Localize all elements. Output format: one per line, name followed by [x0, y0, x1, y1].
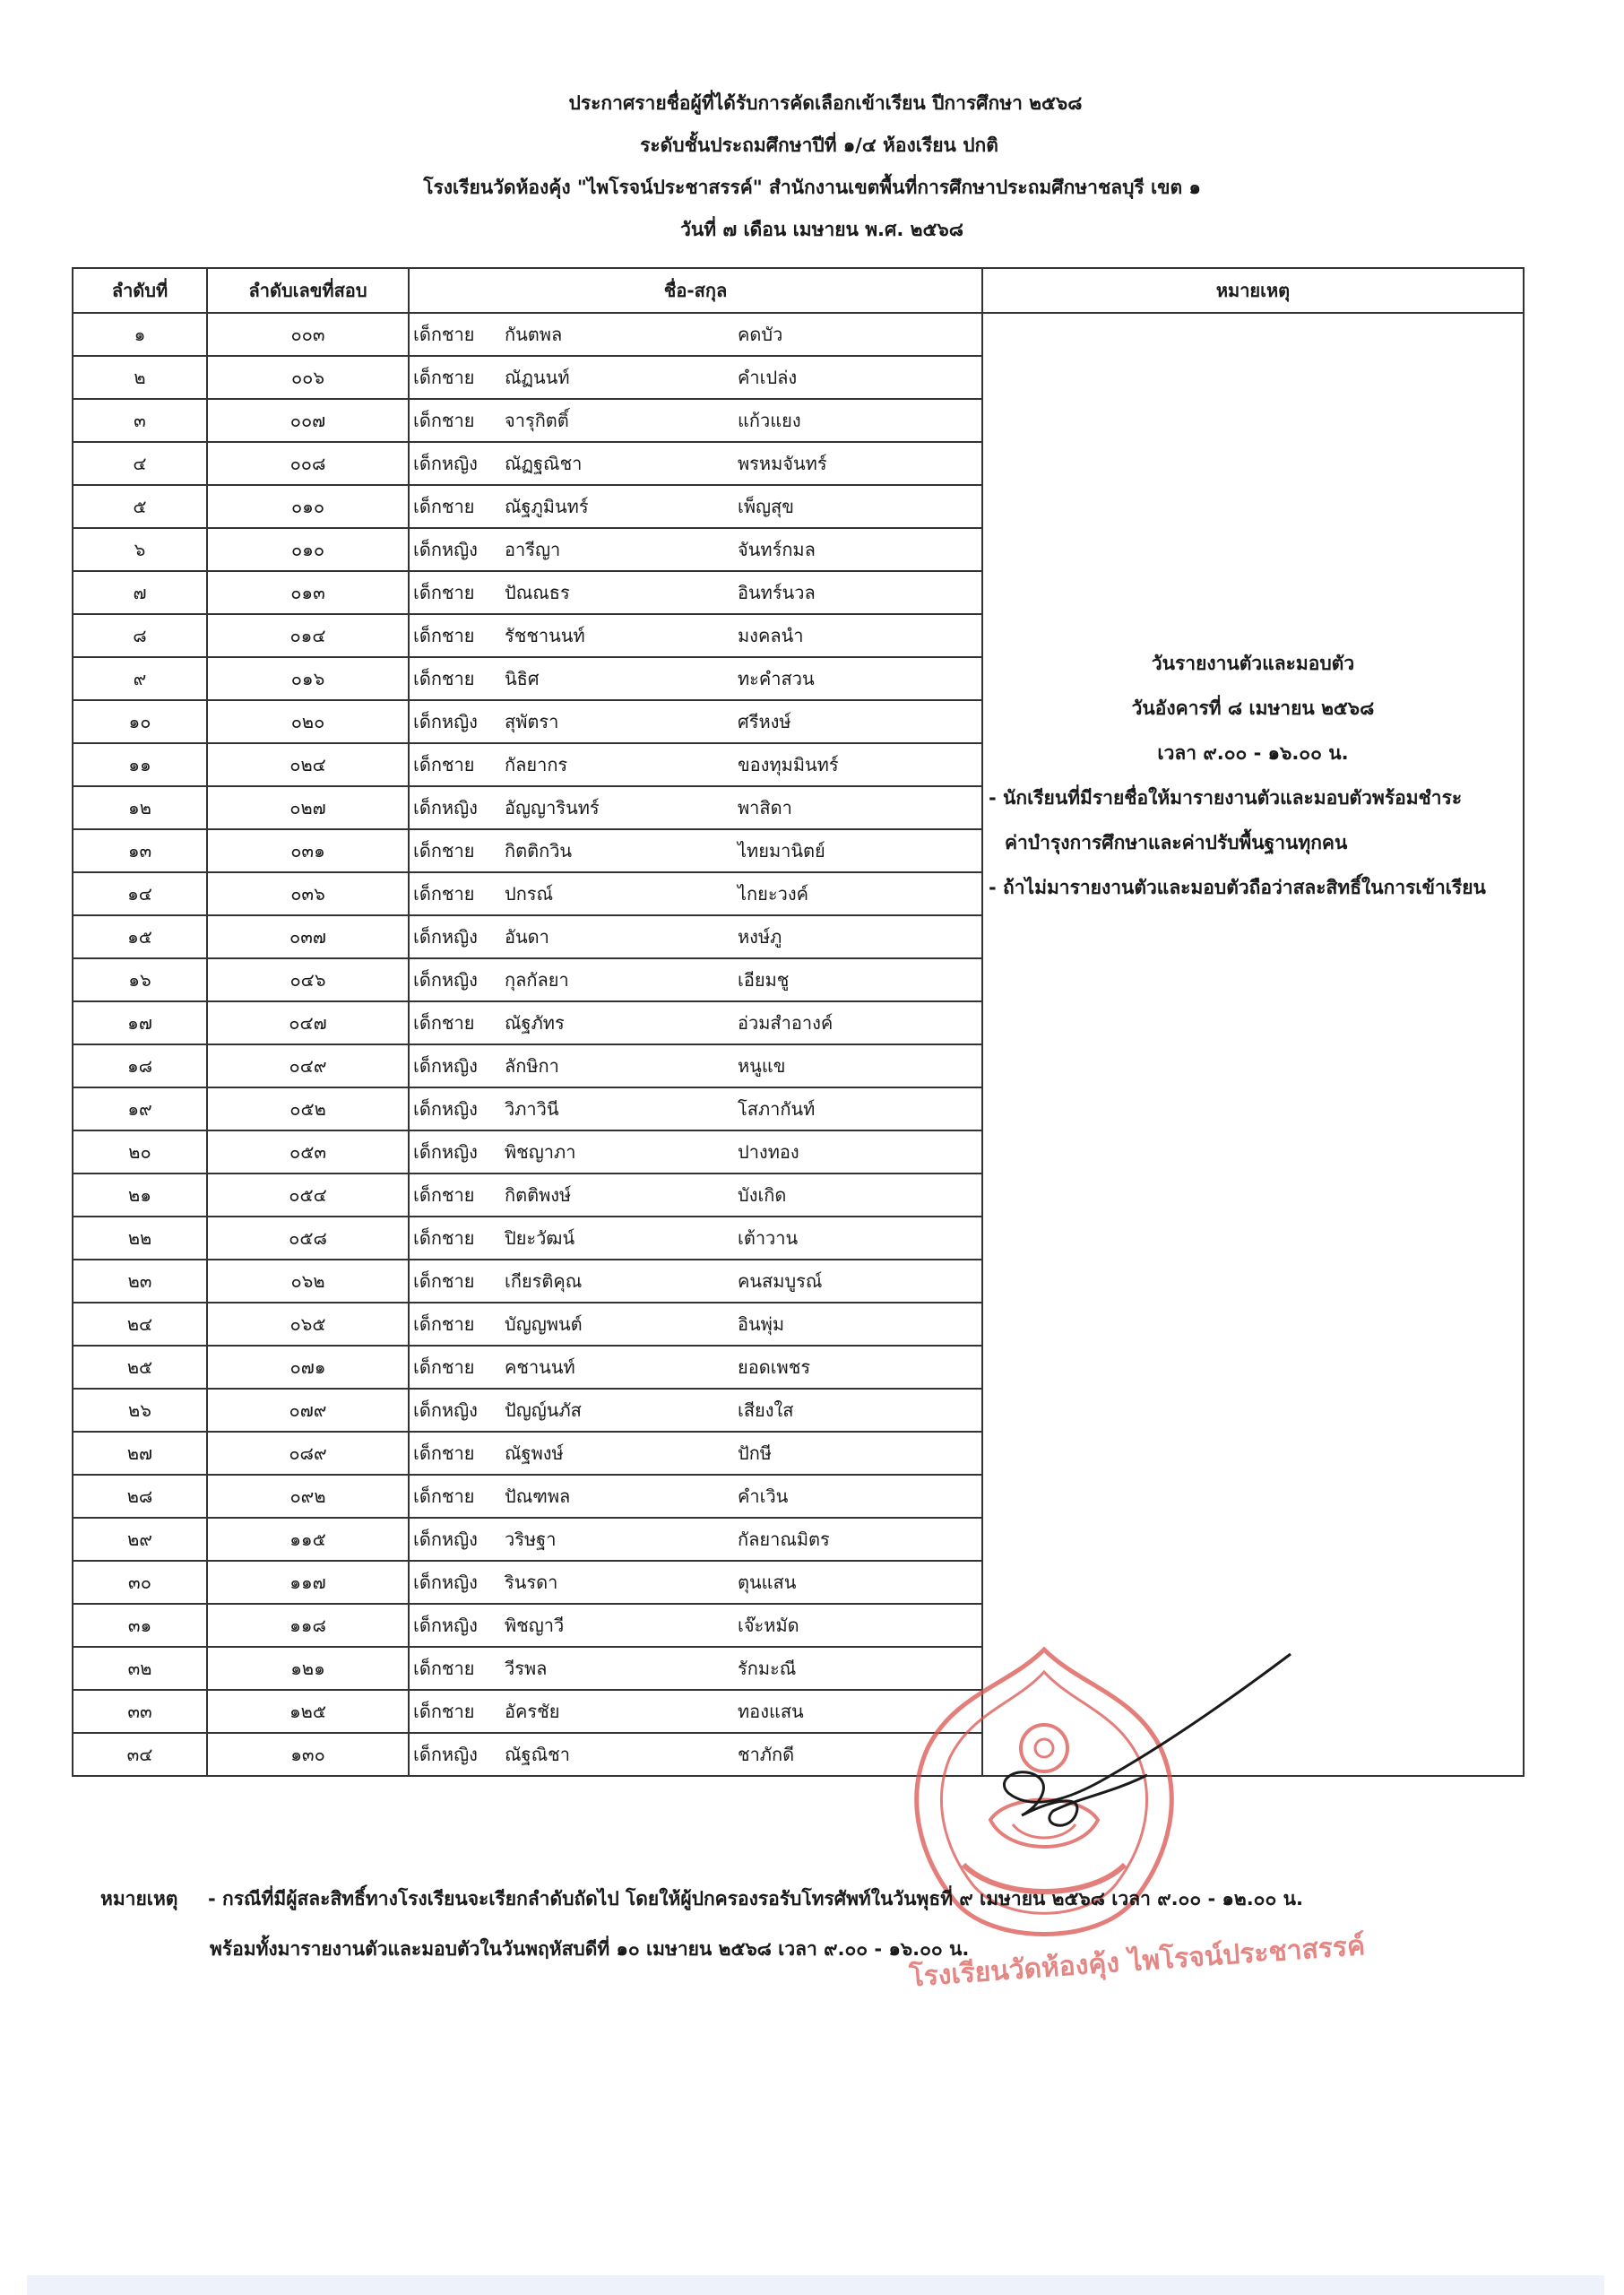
last-name: หงษ์ภู [738, 926, 782, 948]
remarks-date: วันอังคารที่ ๘ เมษายน ๒๕๖๘ [1131, 697, 1375, 719]
first-name: จารุกิตติ์ [505, 410, 569, 431]
exam-number: ๐๖๒ [207, 1260, 409, 1303]
exam-number: ๐๒๐ [207, 700, 409, 743]
first-name: รัชชานนท์ [505, 625, 585, 646]
first-name: กุลกัลยา [505, 969, 569, 991]
exam-number: ๐๗๑ [207, 1346, 409, 1389]
last-name: คนสมบูรณ์ [738, 1270, 823, 1292]
first-name: ณัฐภูมินทร์ [505, 496, 589, 517]
name-prefix: เด็กชาย [413, 1227, 475, 1249]
first-name: กันตพล [505, 324, 563, 345]
last-name: มงคลนำ [738, 625, 804, 646]
name-prefix: เด็กชาย [413, 1658, 475, 1679]
exam-number: ๐๐๘ [207, 442, 409, 485]
first-name: ณัฐณิชา [505, 1744, 570, 1765]
last-name: ปางทอง [738, 1141, 799, 1163]
name-prefix: เด็กชาย [413, 1356, 475, 1378]
row-number: ๑๔ [73, 872, 207, 915]
exam-number: ๐๔๖ [207, 958, 409, 1001]
first-name: ณัฐภัทร [505, 1012, 565, 1034]
student-name-cell [409, 356, 982, 399]
row-number: ๒๙ [73, 1518, 207, 1561]
last-name: เอียมชู [738, 969, 790, 991]
name-prefix: เด็กหญิง [413, 1572, 478, 1593]
announcement-title: ประกาศรายชื่อผู้ที่ได้รับการคัดเลือกเข้าเรียน ปีการศึกษา ๒๕๖๘ [568, 92, 1083, 114]
first-name: คชานนท์ [505, 1356, 575, 1378]
student-name-cell [409, 1690, 982, 1733]
name-prefix: เด็กชาย [413, 883, 475, 905]
student-name-cell [409, 700, 982, 743]
student-name-cell [409, 1389, 982, 1432]
exam-number: ๑๑๕ [207, 1518, 409, 1561]
row-number: ๓๒ [73, 1647, 207, 1690]
first-name: รินรดา [505, 1572, 558, 1593]
name-prefix: เด็กหญิง [413, 453, 478, 474]
first-name: ปกรณ์ [505, 883, 554, 905]
row-number: ๑๐ [73, 700, 207, 743]
row-number: ๒๗ [73, 1432, 207, 1475]
exam-number: ๐๒๗ [207, 786, 409, 829]
exam-number: ๐๔๗ [207, 1001, 409, 1044]
last-name: อินพุ่ม [738, 1313, 785, 1335]
footer-line-1: - กรณีที่มีผู้สละสิทธิ์ทางโรงเรียนจะเรียกลำดับถัดไป โดยให้ผู้ปกครองรอรับโทรศัพท์ในวันพุธที่ ๙ เมษายน ๒๕๖๘ เวลา ๙.๐๐ - ๑๒.๐๐ น. [208, 1887, 1303, 1910]
last-name: ศรีหงษ์ [738, 711, 791, 732]
header-no: ลำดับที่ [73, 268, 207, 313]
name-prefix: เด็กชาย [413, 582, 475, 603]
student-name-cell [409, 1001, 982, 1044]
row-number: ๘ [73, 614, 207, 657]
student-name-cell [409, 786, 982, 829]
last-name: พรหมจันทร์ [738, 453, 827, 474]
name-prefix: เด็กชาย [413, 410, 475, 431]
last-name: ปักษี [738, 1442, 772, 1464]
remarks-content [983, 641, 1523, 910]
student-name-cell [409, 442, 982, 485]
row-number: ๖ [73, 528, 207, 571]
student-name-cell [409, 1518, 982, 1561]
last-name: คำเวิน [738, 1485, 789, 1507]
exam-number: ๐๑๓ [207, 571, 409, 614]
row-number: ๓๓ [73, 1690, 207, 1733]
row-number: ๒ [73, 356, 207, 399]
exam-number: ๐๖๕ [207, 1303, 409, 1346]
name-prefix: เด็กหญิง [413, 1615, 478, 1636]
row-number: ๑๙ [73, 1087, 207, 1130]
last-name: โสภากันท์ [738, 1098, 816, 1120]
student-name-cell [409, 1130, 982, 1173]
first-name: เกียรติคุณ [505, 1270, 583, 1292]
svg-text:โรงเรียนวัดห้องคุ้ง ไพโรจน์ปร: โรงเรียนวัดห้องคุ้ง ไพโรจน์ประชาสรรค์ [908, 1929, 1367, 1994]
exam-number: ๐๕๓ [207, 1130, 409, 1173]
first-name: อารีญา [505, 539, 561, 560]
last-name: ตุนแสน [738, 1572, 797, 1593]
remarks-cell [982, 313, 1524, 1776]
name-prefix: เด็กหญิง [413, 1055, 478, 1077]
last-name: ยอดเพชร [738, 1356, 811, 1378]
row-number: ๑๖ [73, 958, 207, 1001]
school-name: โรงเรียนวัดห้องคุ้ง "ไพโรจน์ประชาสรรค์" สำนักงานเขตพื้นที่การศึกษาประถมศึกษาชลบุรี เขต ๑ [423, 177, 1201, 198]
row-number: ๒๐ [73, 1130, 207, 1173]
last-name: ไทยมานิตย์ [738, 840, 825, 862]
row-number: ๓๑ [73, 1604, 207, 1647]
row-number: ๕ [73, 485, 207, 528]
exam-number: ๐๙๒ [207, 1475, 409, 1518]
first-name: ลักษิกา [505, 1055, 559, 1077]
student-name-cell [409, 1087, 982, 1130]
row-number: ๒๒ [73, 1217, 207, 1260]
row-number: ๑๓ [73, 829, 207, 872]
student-name-cell [409, 528, 982, 571]
exam-number: ๐๑๐ [207, 528, 409, 571]
row-number: ๑๑ [73, 743, 207, 786]
remarks-note-1: - นักเรียนที่มีรายชื่อให้มารายงานตัวและมอบตัวพร้อมชำระ [989, 787, 1463, 809]
last-name: คดบัว [738, 324, 783, 345]
row-number: ๑ [73, 313, 207, 356]
student-name-cell [409, 915, 982, 958]
first-name: สุพัตรา [505, 711, 559, 732]
first-name: ปัณฑพล [505, 1485, 571, 1507]
name-prefix: เด็กชาย [413, 1270, 475, 1292]
last-name: คำเปล่ง [738, 367, 798, 388]
row-number: ๒๔ [73, 1303, 207, 1346]
student-name-cell [409, 399, 982, 442]
student-name-cell [409, 1346, 982, 1389]
name-prefix: เด็กชาย [413, 668, 475, 689]
student-name-cell [409, 1044, 982, 1087]
student-name-cell [409, 1303, 982, 1346]
exam-number: ๐๓๗ [207, 915, 409, 958]
exam-number: ๐๕๒ [207, 1087, 409, 1130]
exam-number: ๐๐๓ [207, 313, 409, 356]
exam-number: ๐๒๔ [207, 743, 409, 786]
last-name: เจ๊ะหมัด [738, 1615, 799, 1636]
student-name-cell [409, 657, 982, 700]
exam-number: ๐๑๐ [207, 485, 409, 528]
row-number: ๗ [73, 571, 207, 614]
row-number: ๒๘ [73, 1475, 207, 1518]
header-remarks: หมายเหตุ [982, 268, 1524, 313]
student-name-cell [409, 1217, 982, 1260]
name-prefix: เด็กหญิง [413, 969, 478, 991]
student-name-cell [409, 1432, 982, 1475]
name-prefix: เด็กชาย [413, 496, 475, 517]
name-prefix: เด็กหญิง [413, 797, 478, 818]
first-name: ณัฏนนท์ [505, 367, 570, 388]
exam-number: ๑๑๘ [207, 1604, 409, 1647]
row-number: ๙ [73, 657, 207, 700]
first-name: ณัฏฐณิชา [505, 453, 583, 474]
student-name-cell [409, 1733, 982, 1776]
name-prefix: เด็กชาย [413, 625, 475, 646]
exam-number: ๐๕๘ [207, 1217, 409, 1260]
first-name: กิตติกวิน [505, 840, 573, 862]
first-name: บัญญพนต์ [505, 1313, 583, 1335]
student-name-cell [409, 743, 982, 786]
exam-number: ๐๓๑ [207, 829, 409, 872]
first-name: วิภาวินี [505, 1098, 559, 1120]
name-prefix: เด็กหญิง [413, 1529, 478, 1550]
first-name: กัลยากร [505, 754, 568, 775]
header-exam-no: ลำดับเลขที่สอบ [207, 268, 409, 313]
student-name-cell [409, 614, 982, 657]
student-name-cell [409, 1604, 982, 1647]
row-number: ๒๓ [73, 1260, 207, 1303]
last-name: ไกยะวงค์ [738, 883, 809, 905]
exam-number: ๐๐๗ [207, 399, 409, 442]
first-name: ปัณณธร [505, 582, 570, 603]
row-number: ๓๔ [73, 1733, 207, 1776]
roster-body [73, 313, 1524, 1776]
table-header-row [73, 268, 1524, 313]
exam-number: ๑๓๐ [207, 1733, 409, 1776]
exam-number: ๑๑๗ [207, 1561, 409, 1604]
first-name: นิธิศ [505, 668, 540, 689]
exam-number: ๐๕๔ [207, 1173, 409, 1217]
row-number: ๑๘ [73, 1044, 207, 1087]
exam-number: ๐๔๙ [207, 1044, 409, 1087]
last-name: หนูแข [738, 1055, 786, 1077]
exam-number: ๐๘๙ [207, 1432, 409, 1475]
first-name: กิตติพงษ์ [505, 1184, 572, 1206]
remarks-note-2: - ถ้าไม่มารายงานตัวและมอบตัวถือว่าสละสิทธิ์ในการเข้าเรียน [989, 877, 1486, 898]
remarks-title: วันรายงานตัวและมอบตัว [1151, 653, 1355, 674]
last-name: เสียงใส [738, 1399, 794, 1421]
name-prefix: เด็กหญิง [413, 1744, 478, 1765]
last-name: เพ็ญสุข [738, 496, 794, 517]
row-number: ๔ [73, 442, 207, 485]
name-prefix: เด็กชาย [413, 1012, 475, 1034]
table-row [73, 313, 1524, 356]
exam-number: ๐๑๔ [207, 614, 409, 657]
last-name: พาสิดา [738, 797, 792, 818]
first-name: วีรพล [505, 1658, 548, 1679]
student-name-cell [409, 829, 982, 872]
first-name: พิชญาวี [505, 1615, 565, 1636]
student-name-cell [409, 1260, 982, 1303]
class-level: ระดับชั้นประถมศึกษาปีที่ ๑/๔ ห้องเรียน ปกติ [640, 134, 998, 156]
name-prefix: เด็กหญิง [413, 1141, 478, 1163]
exam-number: ๐๗๙ [207, 1389, 409, 1432]
footer-label: หมายเหตุ [100, 1887, 178, 1910]
name-prefix: เด็กหญิง [413, 539, 478, 560]
row-number: ๒๖ [73, 1389, 207, 1432]
header-name: ชื่อ-สกุล [409, 268, 982, 313]
page-bottom-strip [27, 2275, 1604, 2295]
footer-line-2: พร้อมทั้งมารายงานตัวและมอบตัวในวันพฤหัสบดีที่ ๑๐ เมษายน ๒๕๖๘ เวลา ๙.๐๐ - ๑๖.๐๐ น. [210, 1937, 970, 1960]
row-number: ๓ [73, 399, 207, 442]
first-name: อัญญารินทร์ [505, 797, 600, 818]
last-name: ทองแสน [738, 1701, 804, 1722]
first-name: ปัญญ์นภัส [505, 1399, 582, 1421]
remarks-time: เวลา ๙.๐๐ - ๑๖.๐๐ น. [1157, 742, 1349, 764]
last-name: แก้วแยง [738, 410, 801, 431]
student-name-cell [409, 1561, 982, 1604]
last-name: บังเกิด [738, 1184, 787, 1206]
name-prefix: เด็กหญิง [413, 1098, 478, 1120]
last-name: เต้าวาน [738, 1227, 799, 1249]
row-number: ๑๒ [73, 786, 207, 829]
name-prefix: เด็กชาย [413, 1184, 475, 1206]
student-name-cell [409, 1475, 982, 1518]
student-name-cell [409, 958, 982, 1001]
last-name: อ่วมสำอางค์ [738, 1012, 834, 1034]
exam-number: ๑๒๕ [207, 1690, 409, 1733]
exam-number: ๐๑๖ [207, 657, 409, 700]
last-name: ทะคำสวน [738, 668, 815, 689]
exam-number: ๑๒๑ [207, 1647, 409, 1690]
name-prefix: เด็กชาย [413, 1701, 475, 1722]
last-name: รักมะณี [738, 1658, 797, 1679]
row-number: ๓๐ [73, 1561, 207, 1604]
announcement-date: วันที่ ๗ เดือน เมษายน พ.ศ. ๒๕๖๘ [680, 219, 963, 240]
student-name-cell [409, 571, 982, 614]
last-name: ชาภักดี [738, 1744, 795, 1765]
name-prefix: เด็กชาย [413, 754, 475, 775]
name-prefix: เด็กชาย [413, 324, 475, 345]
name-prefix: เด็กหญิง [413, 711, 478, 732]
student-name-cell [409, 1173, 982, 1217]
last-name: อินทร์นวล [738, 582, 816, 603]
student-name-cell [409, 872, 982, 915]
row-number: ๑๗ [73, 1001, 207, 1044]
remarks-note-1-cont: ค่าบำรุงการศึกษาและค่าปรับพื้นฐานทุกคน [1005, 832, 1348, 853]
row-number: ๒๑ [73, 1173, 207, 1217]
row-number: ๑๕ [73, 915, 207, 958]
name-prefix: เด็กชาย [413, 1313, 475, 1335]
last-name: จันทร์กมล [738, 539, 816, 560]
footer-note [100, 1874, 1303, 1974]
document-header [0, 82, 1624, 251]
first-name: พิชญาภา [505, 1141, 576, 1163]
name-prefix: เด็กชาย [413, 367, 475, 388]
name-prefix: เด็กชาย [413, 840, 475, 862]
first-name: อัครชัย [505, 1701, 560, 1722]
exam-number: ๐๓๖ [207, 872, 409, 915]
student-roster-table [72, 267, 1525, 1777]
last-name: กัลยาณมิตร [738, 1529, 830, 1550]
row-number: ๒๕ [73, 1346, 207, 1389]
first-name: ปิยะวัฒน์ [505, 1227, 575, 1249]
name-prefix: เด็กหญิง [413, 1399, 478, 1421]
exam-number: ๐๐๖ [207, 356, 409, 399]
first-name: อันดา [505, 926, 549, 948]
student-name-cell [409, 485, 982, 528]
name-prefix: เด็กชาย [413, 1485, 475, 1507]
last-name: ของทุมมินทร์ [738, 754, 839, 775]
name-prefix: เด็กชาย [413, 1442, 475, 1464]
first-name: ณัฐพงษ์ [505, 1442, 564, 1464]
name-prefix: เด็กหญิง [413, 926, 478, 948]
first-name: วริษฐา [505, 1529, 557, 1550]
student-name-cell [409, 1647, 982, 1690]
student-name-cell [409, 313, 982, 356]
